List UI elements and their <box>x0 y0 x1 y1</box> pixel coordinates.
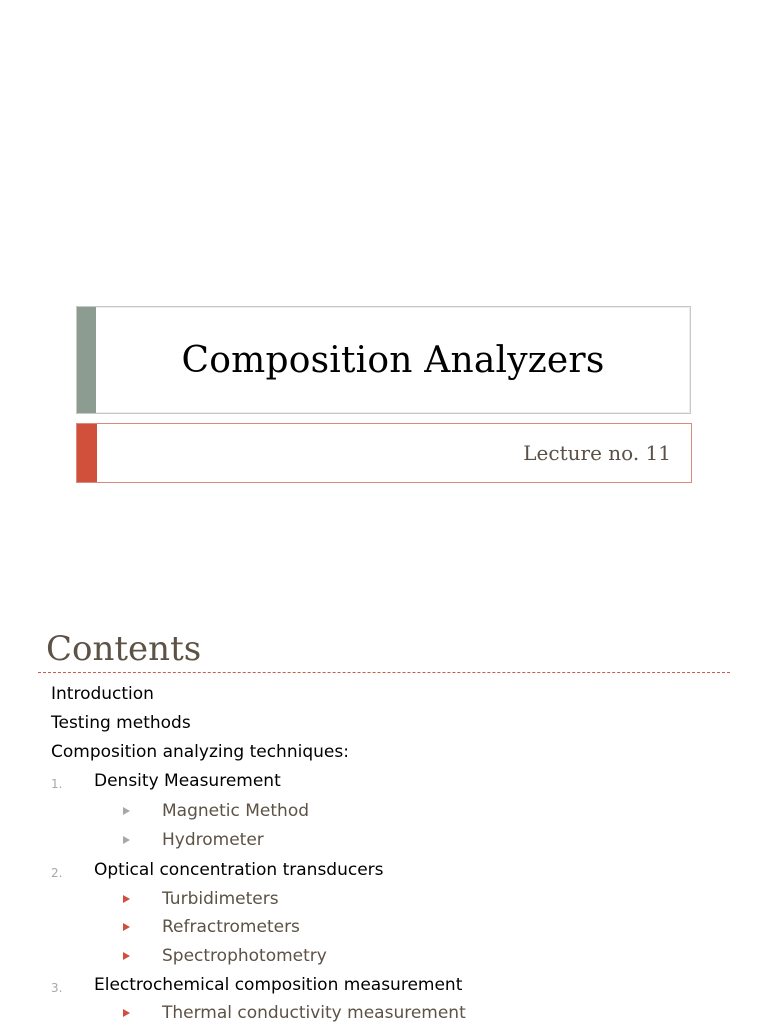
slide-title: Composition Analyzers <box>181 339 605 381</box>
bullet-arrow-icon <box>122 800 132 822</box>
bullet-arrow-icon <box>122 829 132 851</box>
subsection-label: Thermal conductivity measurement <box>162 1003 466 1023</box>
section-number: 2. <box>51 866 63 880</box>
subsection-label: Refractrometers <box>162 917 300 937</box>
bullet-arrow-icon <box>122 916 132 938</box>
bullet-arrow-icon <box>122 888 132 910</box>
bullet-arrow-icon <box>122 945 132 967</box>
subsection-label: Spectrophotometry <box>162 946 327 966</box>
bullet-arrow-icon <box>122 1002 132 1024</box>
subtitle-accent-bar <box>77 424 97 482</box>
subsection-label: Magnetic Method <box>162 801 310 821</box>
subsection-label: Turbidimeters <box>162 889 279 909</box>
title-box <box>76 306 691 414</box>
section-label: Density Measurement <box>94 771 281 791</box>
subsection-label: Hydrometer <box>162 830 264 850</box>
slide-subtitle: Lecture no. 11 <box>523 441 671 465</box>
section-label: Optical concentration transducers <box>94 860 384 880</box>
section-label: Electrochemical composition measurement <box>94 975 463 995</box>
title-accent-bar <box>77 307 96 413</box>
section-number: 1. <box>51 777 63 791</box>
heading-divider <box>38 672 730 673</box>
list-item: Testing methods <box>51 713 191 733</box>
list-item: Composition analyzing techniques: <box>51 742 349 762</box>
section-number: 3. <box>51 981 63 995</box>
list-item: Introduction <box>51 684 154 704</box>
contents-heading: Contents <box>46 629 202 669</box>
subtitle-box <box>76 423 692 483</box>
